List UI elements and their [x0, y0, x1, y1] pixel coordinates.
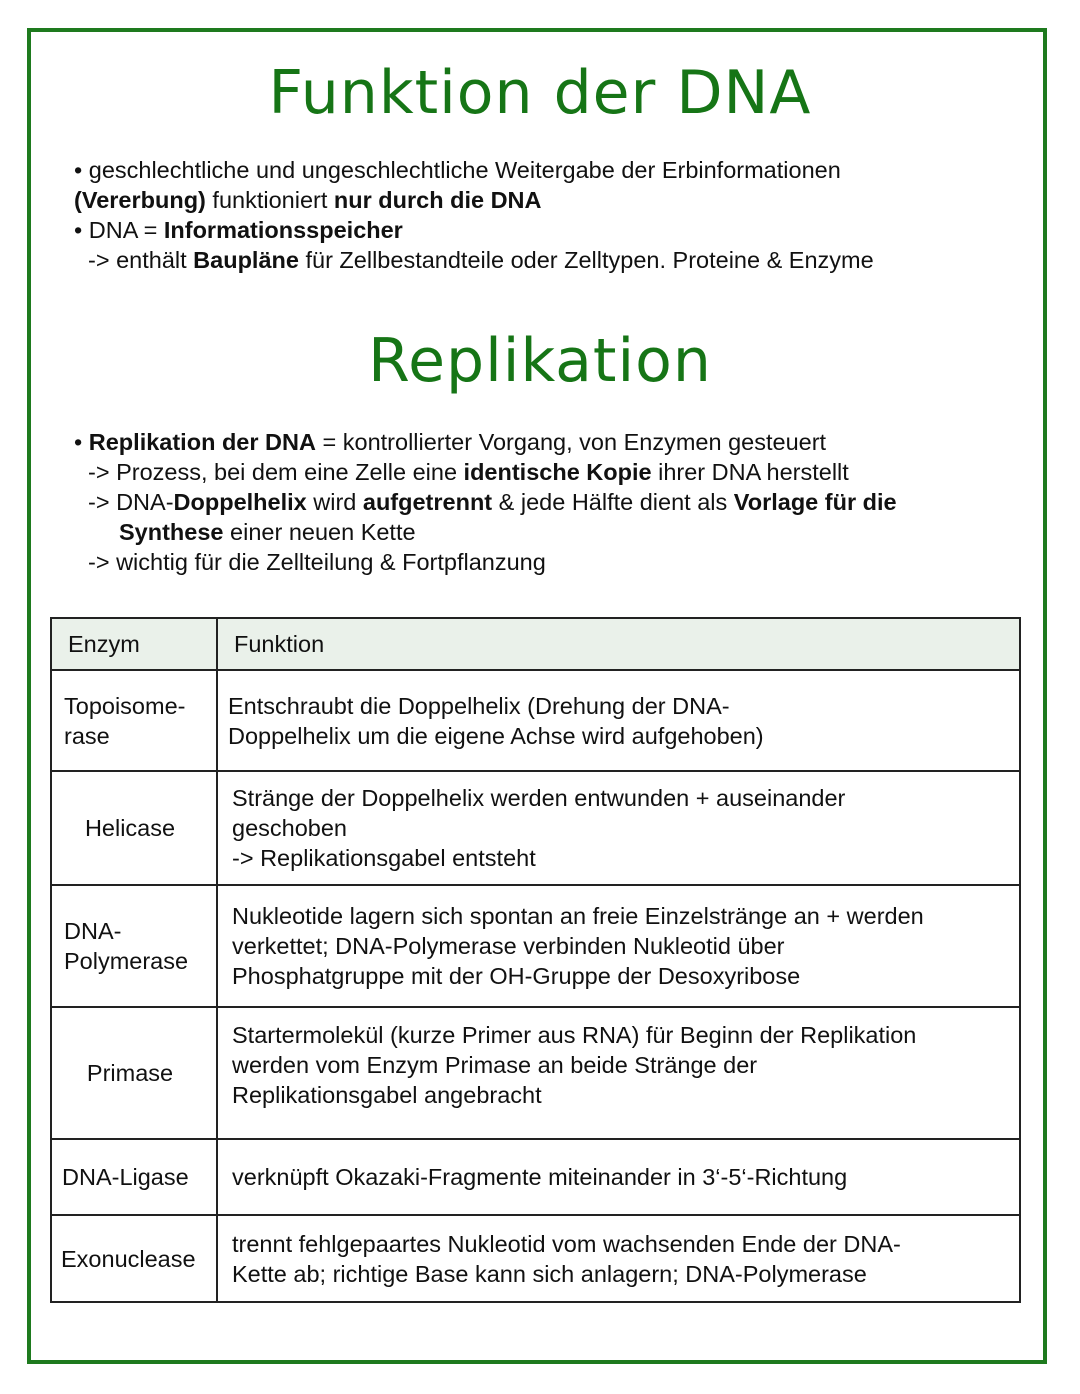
function-line: geschoben: [232, 815, 347, 841]
enzyme-name-line: DNA-Ligase: [62, 1164, 189, 1190]
function-cell: [217, 670, 1020, 771]
enzyme-name-line: Helicase: [84, 815, 176, 841]
bold-text: (Vererbung): [74, 187, 206, 213]
replikation-line-4: [74, 517, 897, 547]
function-line: Nukleotide lagern sich spontan an freie Einzelstränge an + werden: [232, 903, 924, 929]
enzyme-name-line: Primase: [86, 1060, 174, 1086]
function-cell: [217, 1139, 1020, 1215]
function-line: Replikationsgabel angebracht: [232, 1082, 542, 1108]
function-line: Phosphatgruppe mit der OH-Gruppe der Desoxyribose: [232, 963, 801, 989]
text: •: [74, 429, 89, 455]
enzyme-name-line: DNA-: [64, 918, 122, 944]
enzyme-cell: [51, 1215, 217, 1302]
funktion-line-2: [74, 185, 874, 215]
table-row: [51, 885, 1020, 1007]
enzyme-name-line: Exonuclease: [61, 1245, 196, 1272]
bold-text: Doppelhelix: [173, 489, 307, 515]
header-label: Enzym: [68, 631, 140, 657]
replikation-line-3: [74, 487, 897, 517]
replikation-line-5: -> wichtig für die Zellteilung & Fortpflanzung: [88, 549, 546, 575]
function-line: werden vom Enzym Primase an beide Stränge der: [232, 1052, 758, 1078]
function-line: verknüpft Okazaki-Fragmente miteinander in 3‘-5‘-Richtung: [232, 1164, 848, 1190]
funktion-line-1: • geschlechtliche und ungeschlechtliche Weitergabe der Erbinformationen: [74, 157, 841, 183]
function-cell: [217, 1215, 1020, 1302]
function-line: trennt fehlgepaartes Nukleotid vom wachsenden Ende der DNA-: [232, 1230, 901, 1257]
bold-text: Baupläne: [193, 247, 299, 273]
text: -> Prozess, bei dem eine Zelle eine: [88, 459, 464, 485]
enzyme-name-line: rase: [64, 722, 110, 749]
bold-text: identische Kopie: [463, 459, 652, 485]
function-line: Startermolekül (kurze Primer aus RNA) für Beginn der Replikation: [232, 1022, 917, 1048]
enzyme-name-line: Topoisome-: [64, 692, 186, 719]
function-line: verkettet; DNA-Polymerase verbinden Nukleotid über: [232, 933, 785, 959]
text: & jede Hälfte dient als: [492, 489, 734, 515]
text: • DNA =: [74, 217, 164, 243]
text: ihrer DNA herstellt: [651, 459, 849, 485]
funktion-paragraph: [74, 155, 874, 275]
header-cell-enzym: [51, 618, 217, 670]
section-title-replikation: Replikation: [368, 326, 712, 396]
function-line: Entschraubt die Doppelhelix (Drehung der DNA-: [228, 692, 730, 719]
header-cell-funktion: [217, 618, 1020, 670]
enzyme-cell: [51, 1139, 217, 1215]
text: für Zellbestandteile oder Zelltypen. Proteine & Enzyme: [298, 247, 874, 273]
text: einer neuen Kette: [223, 519, 416, 545]
table-row: [51, 1139, 1020, 1215]
replikation-line-2: [74, 457, 897, 487]
enzyme-cell: [51, 771, 217, 885]
function-cell: [217, 1007, 1020, 1139]
section-title-funktion: Funktion der DNA: [268, 58, 812, 128]
function-cell: [217, 771, 1020, 885]
funktion-line-3: [74, 215, 874, 245]
text: -> DNA-: [88, 489, 174, 515]
function-line: Doppelhelix um die eigene Achse wird aufgehoben): [228, 722, 764, 749]
bold-text: nur durch die DNA: [333, 187, 542, 213]
bold-text: aufgetrennt: [362, 489, 493, 515]
enzyme-cell: [51, 885, 217, 1007]
text: -> enthält: [88, 247, 194, 273]
funktion-line-4: [74, 245, 874, 275]
function-line: Kette ab; richtige Base kann sich anlagern; DNA-Polymerase: [232, 1260, 867, 1287]
function-line: -> Replikationsgabel entsteht: [232, 845, 536, 871]
table-row: [51, 771, 1020, 885]
table-header-row: [51, 618, 1020, 670]
enzyme-table: [50, 617, 1021, 1303]
bold-text: Replikation der DNA: [88, 429, 316, 455]
function-cell: [217, 885, 1020, 1007]
table-row: [51, 1007, 1020, 1139]
enzyme-cell: [51, 670, 217, 771]
table-row: [51, 1215, 1020, 1302]
replikation-line-1: [74, 427, 897, 457]
text: wird: [306, 489, 363, 515]
text: funktioniert: [205, 187, 334, 213]
bold-text: Vorlage für die: [733, 489, 897, 515]
bold-text: Informationsspeicher: [163, 217, 403, 243]
enzyme-cell: [51, 1007, 217, 1139]
text: = kontrollierter Vorgang, von Enzymen gesteuert: [315, 429, 827, 455]
replikation-paragraph: [74, 427, 897, 577]
enzyme-name-line: Polymerase: [64, 948, 189, 974]
header-label: Funktion: [234, 631, 325, 657]
function-line: Stränge der Doppelhelix werden entwunden + auseinander: [232, 785, 846, 811]
table-row: [51, 670, 1020, 771]
bold-text: Synthese: [119, 519, 224, 545]
